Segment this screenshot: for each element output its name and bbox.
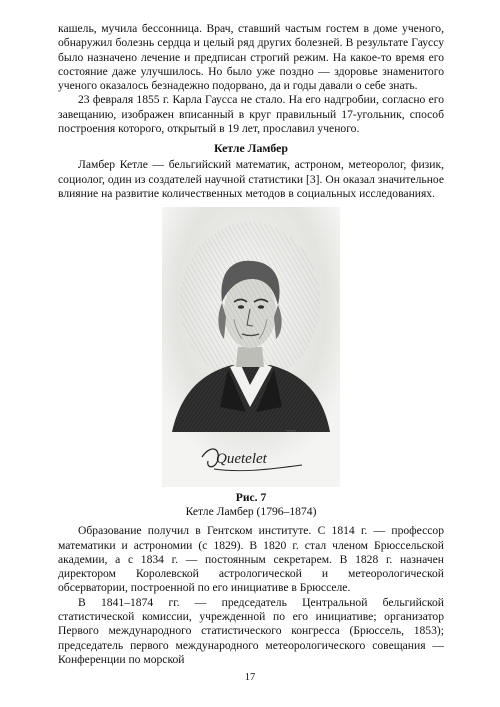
paragraph-top-2: 23 февраля 1855 г. Карла Гаусса не стало. На его надгробии, согласно его завещанию, изображен вписанный в круг правильный 17-угольник, способ построения которого, открытый в 19 лет, прославил ученого. [58,93,444,136]
portrait-signature: Quetelet [216,451,267,468]
page-number: 17 [244,672,256,683]
paragraph-bottom-2: В 1841–1874 гг. — председатель Центральной бельгийской статистической комиссии, учрежденной по его инициативе; организатор Первого международного статистического конгресса (Брюссель, 1853); председатель первого международного метеорологического совещания — Конференции по морской [58,595,444,666]
section-heading: Кетле Ламбер [214,141,288,156]
figure-label: Рис. 7 [235,491,267,505]
paragraph-top-1: кашель, мучила бессонница. Врач, ставший частым гостем в доме ученого, обнаружил болезнь сердца и целый ряд других болезней. В результате Гауссу было назначено лечение и предписан строгий режим. На какое-то время его состояние даже улучшилось. Но было уже поздно — здоровье знаменитого ученого оказалось безнадежно подорвано, да и годы давали о себе знать. [58,22,444,93]
intro-paragraph: Ламбер Кетле — бельгийский математик, астроном, метеоролог, физик, социолог, один из создателей научной статистики [3]. Он оказал значительное влияние на развитие количественных методов в социальных исследованиях. [58,158,444,200]
portrait-engraving [162,207,340,487]
paragraph-bottom-1: Образование получил в Гентском институте. С 1814 г. — профессор математики и астрономии (с 1829). В 1820 г. стал членом Брюссельской академии, а с 1834 г. — постоянным секретарем. В 1828 г. назначен директором Королевской астрологической и метеорологической обсерватории, построенной по его инициативе в Брюсселе. [58,524,444,595]
figure-caption: Кетле Ламбер (1796–1874) [185,505,317,519]
engraver-mark: ~~~ [286,429,296,436]
portrait-figure [162,207,340,487]
